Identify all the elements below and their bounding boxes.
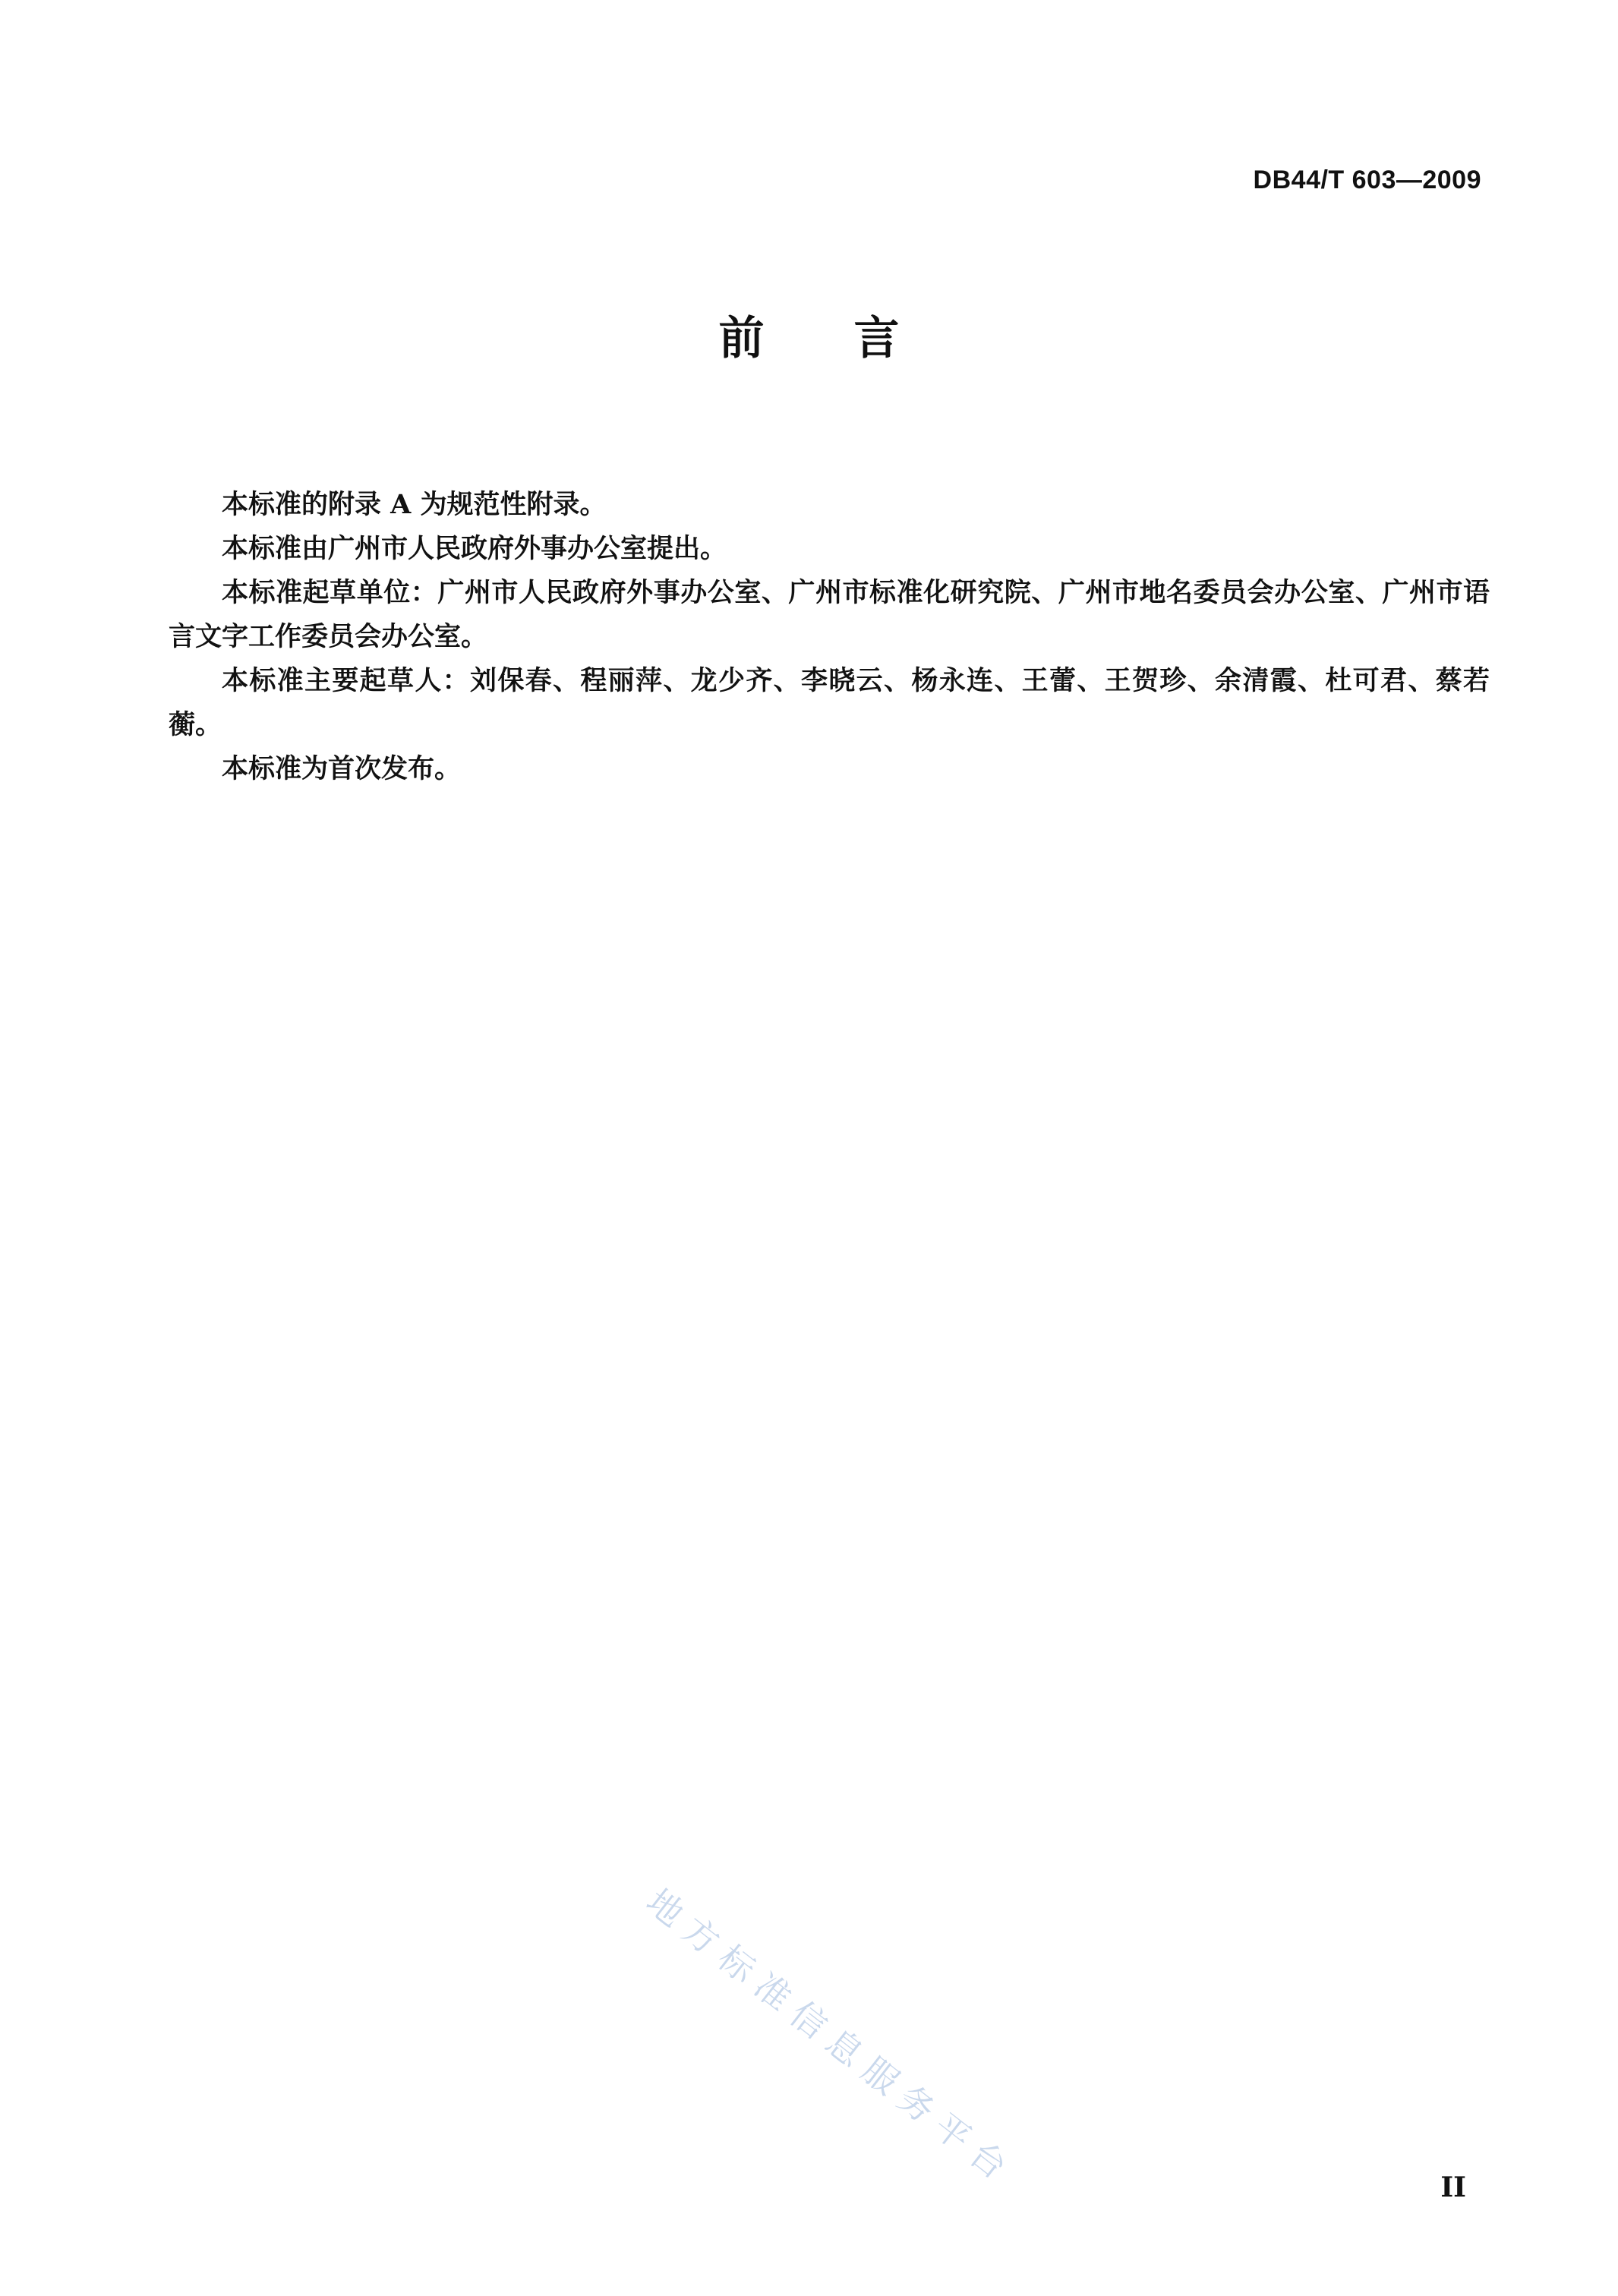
foreword-body bbox=[169, 483, 1490, 791]
paragraph-proposer: 本标准由广州市人民政府外事办公室提出。 bbox=[222, 533, 727, 564]
document-code: DB44/T 603—2009 bbox=[1253, 166, 1481, 194]
paragraph-drafting-units: 本标准起草单位：广州市人民政府外事办公室、广州市标准化研究院、广州市地名委员会办公室、广州市语言文字工作委员会办公室。 bbox=[169, 577, 1490, 652]
watermark: 地方标准信息服务平台 bbox=[639, 1881, 1023, 2194]
paragraph-first-release: 本标准为首次发布。 bbox=[222, 753, 462, 784]
paragraph-drafters: 本标准主要起草人：刘保春、程丽萍、龙少齐、李晓云、杨永连、王蕾、王贺珍、余清霞、杜可君、蔡若蘅。 bbox=[169, 665, 1490, 740]
page-number: II bbox=[1440, 2171, 1466, 2203]
page-title: 前言 bbox=[718, 312, 989, 365]
paragraph-appendix: 本标准的附录 A 为规范性附录。 bbox=[222, 489, 607, 520]
